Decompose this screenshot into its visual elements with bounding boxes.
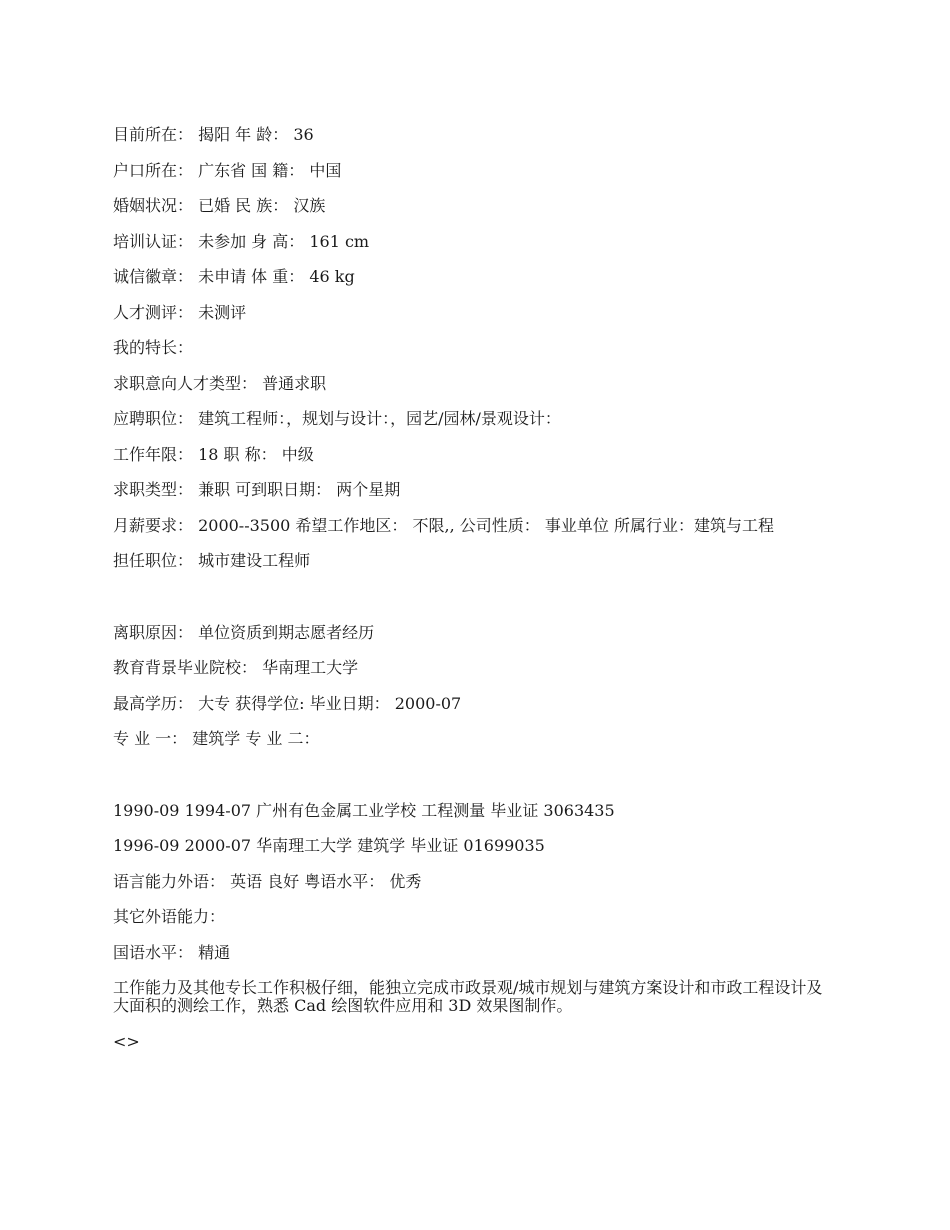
work-ability: 工作能力及其他专长工作积极仔细，能独立完成市政景观/城市规划与建筑方案设计和市政工程设计及大面积的测绘工作，熟悉 Cad 绘图软件应用和 3D 效果图制作。 (113, 978, 823, 1015)
trailing-marker: <> (113, 1031, 140, 1051)
education-record-2: 1996-09 2000-07 华南理工大学 建筑学 毕业证 01699035 (113, 836, 545, 855)
education-record-1: 1990-09 1994-07 广州有色金属工业学校 工程测量 毕业证 3063435 (113, 800, 615, 820)
graduate-school: 教育背景毕业院校： 华南理工大学 (113, 658, 359, 677)
section-gap (113, 588, 838, 624)
specialties: 我的特长： (113, 338, 194, 357)
highest-education: 最高学历： 大专 获得学位: 毕业日期： 2000-07 (113, 693, 462, 713)
held-position: 担任职位： 城市建设工程师 (113, 551, 311, 570)
mandarin-level: 国语水平： 精通 (113, 942, 231, 962)
current-location-age: 目前所在： 揭阳 年 龄： 36 (113, 125, 314, 144)
marital-ethnicity: 婚姻状况： 已婚 民 族： 汉族 (113, 196, 326, 215)
job-type-start-date: 求职类型： 兼职 可到职日期： 两个星期 (113, 480, 401, 499)
talent-assessment: 人才测评： 未测评 (113, 302, 247, 322)
training-height: 培训认证： 未参加 身 高： 161 cm (113, 231, 370, 251)
section-gap (113, 766, 838, 802)
applied-positions: 应聘职位： 建筑工程师：，规划与设计：，园艺/园林/景观设计： (113, 409, 561, 428)
resume-document (113, 126, 838, 1068)
majors: 专 业 一： 建筑学 专 业 二： (113, 729, 320, 748)
hukou-nationality: 户口所在： 广东省 国 籍： 中国 (113, 160, 342, 180)
job-intent-type: 求职意向人才类型： 普通求职 (113, 373, 327, 393)
language-ability: 语言能力外语： 英语 良好 粤语水平： 优秀 (113, 871, 422, 891)
other-languages: 其它外语能力： (113, 907, 226, 926)
salary-region-industry: 月薪要求： 2000--3500 希望工作地区： 不限,, 公司性质： 事业单位 所属行业：建筑与工程 (113, 515, 774, 535)
work-years-title: 工作年限： 18 职 称： 中级 (113, 444, 314, 464)
badge-weight: 诚信徽章： 未申请 体 重： 46 kg (113, 267, 355, 286)
leaving-reason: 离职原因： 单位资质到期志愿者经历 (113, 622, 375, 642)
